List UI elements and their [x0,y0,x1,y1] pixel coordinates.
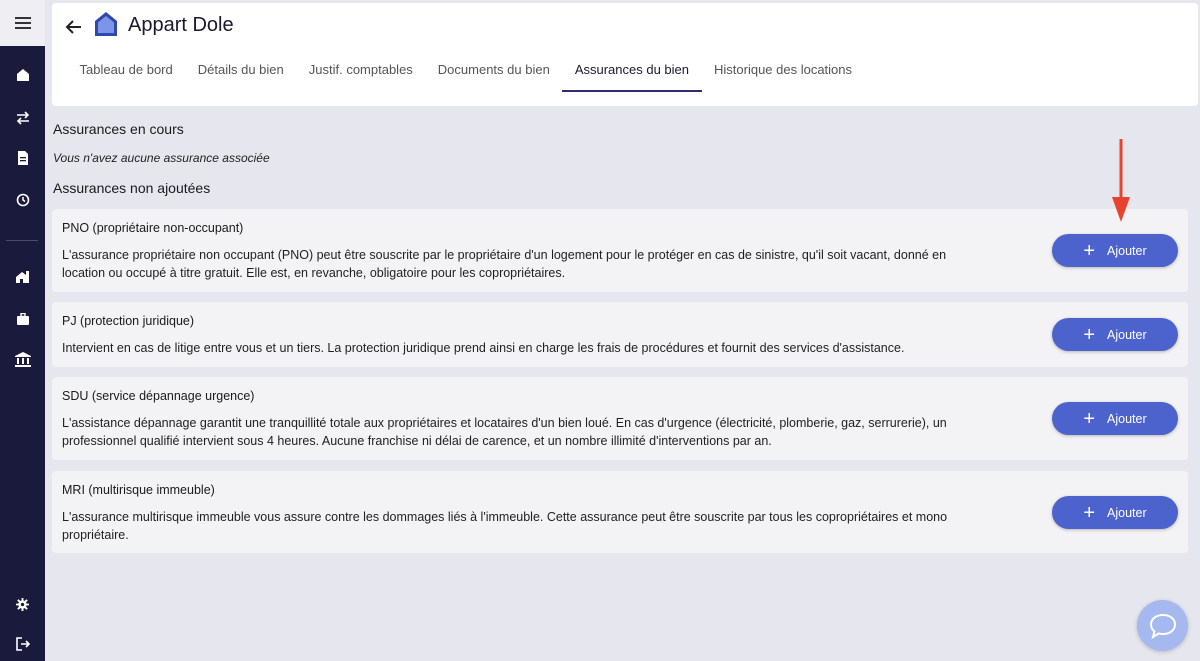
briefcase-icon [16,313,30,326]
sidebar-divider [6,240,38,241]
sidebar-item-bank[interactable] [0,344,45,374]
logout-icon [16,637,30,651]
available-insurances-title: Assurances non ajoutées [53,180,211,196]
sidebar-item-settings[interactable] [0,589,45,619]
annotation-arrow-icon [1112,139,1130,223]
tab-tableau-de-bord[interactable]: Tableau de bord [79,62,173,77]
menu-toggle[interactable] [0,0,45,46]
plus-icon: + [1083,501,1096,524]
add-button-label: Ajouter [1107,327,1147,342]
add-mri-button[interactable] [1052,496,1178,529]
add-pj-button[interactable] [1052,318,1178,351]
add-button-label: Ajouter [1107,505,1147,520]
home-icon [16,68,30,82]
sidebar-item-logout[interactable] [0,629,45,659]
insurance-description: L'assurance propriétaire non occupant (PNO) peut être souscrite par le propriétaire d'un logement pour le protéger en cas de sinistre, qu'il soit vacant, donné en location ou occupé à titre gratuit. Elle est, en revanche, obligatoire pour les copropriétaires. [62,248,947,280]
insurance-card-sdu [52,377,1188,460]
menu-icon [15,16,31,30]
sidebar [0,0,45,661]
insurance-card-pno [52,209,1188,292]
transfer-icon [16,111,30,125]
tab-justif-comptables[interactable]: Justif. comptables [308,62,413,77]
tab-documents-du-bien[interactable]: Documents du bien [437,62,550,77]
plus-icon: + [1083,407,1096,430]
sidebar-item-business[interactable] [0,304,45,334]
back-arrow-icon[interactable] [64,17,84,37]
insurance-name: PNO (propriétaire non-occupant) [62,221,244,235]
insurance-description: L'assurance multirisque immeuble vous assure contre les dommages liés à l'immeuble. Cette assurance peut être souscrite par tous les copropriétaires et mono propriétaire. [62,510,948,542]
add-pno-button[interactable] [1052,234,1178,267]
insurance-card-mri [52,471,1188,553]
empty-insurance-note: Vous n'avez aucune assurance associée [53,151,270,165]
chat-bubble-icon [1149,613,1177,639]
add-button-label: Ajouter [1107,411,1147,426]
sidebar-item-transactions[interactable] [0,103,45,133]
settings-icon [16,598,29,611]
clock-icon [16,193,30,207]
insurance-description: L'assistance dépannage garantit une tranquillité totale aux propriétaires et locataires d'un bien loué. En cas d'urgence (électricité, plomberie, gaz, serrurerie), un professionnel qualifié intervient sous 4 heures. Aucune franchise ni délai de carence, et un nombre illimité d'interventions par an. [62,416,947,448]
insurance-card-pj [52,302,1188,367]
properties-icon [15,270,31,284]
document-icon [17,151,29,165]
house-logo-icon [94,11,118,37]
add-button-label: Ajouter [1107,243,1147,258]
bank-icon [15,352,31,367]
tab-details-du-bien[interactable]: Détails du bien [197,62,284,77]
insurance-name: MRI (multirisque immeuble) [62,483,215,497]
tab-assurances-du-bien[interactable]: Assurances du bien [562,56,701,92]
tab-bar [67,56,865,92]
insurance-description: Intervient en cas de litige entre vous et un tiers. La protection juridique prend ainsi en charge les frais de procédures et fournit des services d'assistance. [62,341,905,355]
page-title: Appart Dole [128,14,234,36]
insurance-name: SDU (service dépannage urgence) [62,389,255,403]
sidebar-item-home[interactable] [0,60,45,90]
sidebar-item-history[interactable] [0,185,45,215]
sidebar-item-properties[interactable] [0,262,45,292]
current-insurances-title: Assurances en cours [53,121,184,137]
sidebar-item-documents[interactable] [0,143,45,173]
tab-historique-des-locations[interactable]: Historique des locations [714,62,853,77]
add-sdu-button[interactable] [1052,402,1178,435]
chat-button[interactable] [1137,600,1188,651]
header-card [52,3,1198,106]
insurance-name: PJ (protection juridique) [62,314,195,328]
plus-icon: + [1083,239,1096,262]
plus-icon: + [1083,323,1096,346]
